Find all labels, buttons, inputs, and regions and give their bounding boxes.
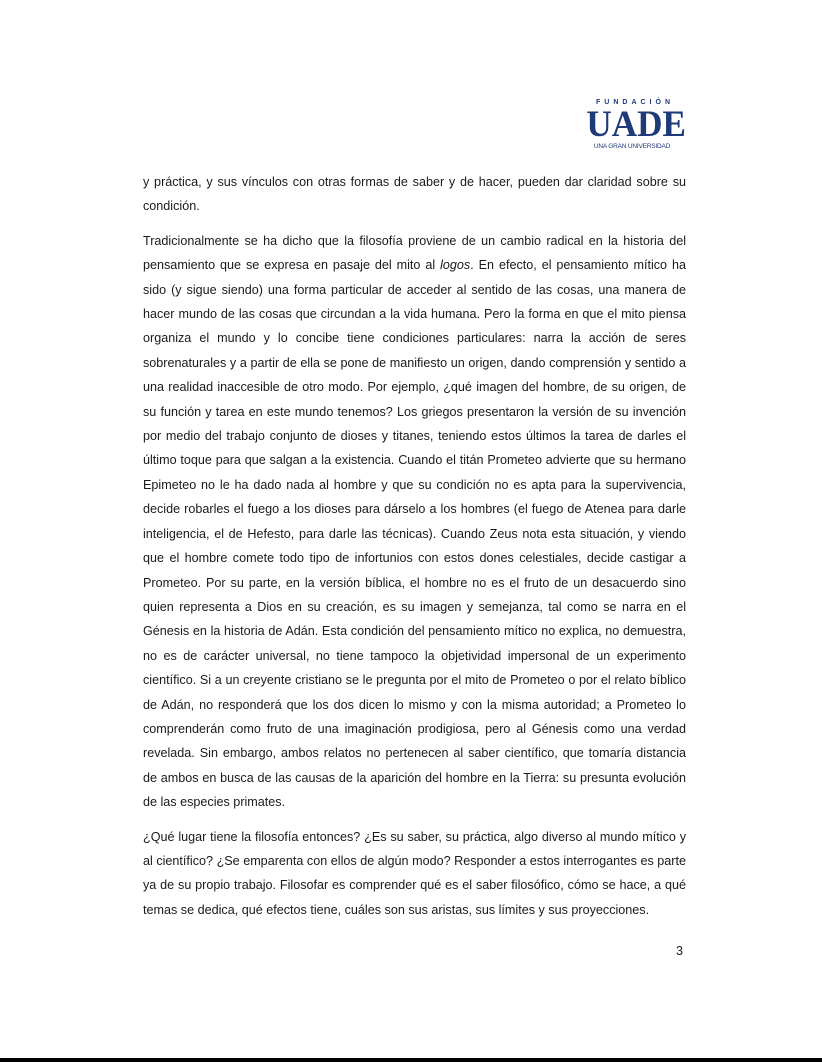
logo-tagline: UNA GRAN UNIVERSIDAD <box>593 143 671 150</box>
document-body <box>143 170 686 932</box>
logo-top-text: FUNDACIÓN <box>596 99 674 106</box>
paragraph-2-part-1: Tradicionalmente se ha dicho que la filosofía proviene de un cambio radical en la historia del pensamiento que se expresa en pasaje del mito al <box>143 233 686 273</box>
paragraph-2-part-2: . En efecto, el pensamiento mítico ha sido (y sigue siendo) una forma particular de acceder al sentido de las cosas, una manera de hacer mundo de las cosas que circundan a la vida humana. Pero la forma en que el mito piensa organiza el mundo y lo concibe tiene condiciones particulares: narra la acción de seres sobrenaturales y a partir de ella se pone de manifiesto un origen, dando comprensión y sentido a una realidad inaccesible de otro modo. Por ejemplo, ¿qué imagen del hombre, de su origen, de su función y tarea en este mundo tenemos? Los griegos presentaron la versión de su invención por medio del trabajo conjunto de dioses y titanes, teniendo estos últimos la tarea de darles el último toque para que salgan a la existencia. Cuando el titán Prometeo advierte que su hermano Epimeteo no le ha dado nada al hombre y que su condición no es apta para la supervivencia, decide robarles el fuego a los dioses para dárselo a los hombres (el fuego de Atenea para darle inteligencia, el de Hefesto, para darle las técnicas). Cuando Zeus nota esta situación, y viendo que el hombre comete todo tipo de infortunios con estos dones celestiales, decide castigar a Prometeo. Por su parte, en la versión bíblica, el hombre no es el fruto de un desacuerdo sino quien representa a Dios en su creación, es su imagen y semejanza, tal como se narra en el Génesis en la historia de Adán. Esta condición del pensamiento mítico no explica, no demuestra, no es de carácter universal, no tiene tampoco la objetividad impersonal de un experimento científico. Si a un creyente cristiano se le pregunta por el mito de Prometeo o por el relato bíblico de Adán, no responderá que los dos dicen lo mismo y con la misma autoridad; a Prometeo lo comprenderán como fruto de una imaginación prodigiosa, pero al Génesis como una verdad revelada. Sin embargo, ambos relatos no pertenecen al saber científico, que tomaría distancia de ambos en busca de las causas de la aparición del hombre en la Tierra: su presunta evolución de las especies primates. <box>143 258 686 810</box>
paragraph-2 <box>143 229 686 815</box>
logo-mark: UADE <box>586 104 687 145</box>
uade-logo <box>584 98 687 154</box>
paragraph-1: y práctica, y sus vínculos con otras formas de saber y de hacer, pueden dar claridad sobre su condición. <box>143 175 686 214</box>
page-bottom-edge <box>0 1058 822 1062</box>
page-number: 3 <box>676 944 684 958</box>
paragraph-2-italic-term: logos <box>440 258 471 273</box>
paragraph-3: ¿Qué lugar tiene la filosofía entonces? ¿Es su saber, su práctica, algo diverso al mundo mítico y al científico? ¿Se emparenta con ellos de algún modo? Responder a estos interrogantes es parte ya de su propio trabajo. Filosofar es comprender qué es el saber filosófico, cómo se hace, a qué temas se dedica, qué efectos tiene, cuáles son sus aristas, sus límites y sus proyecciones. <box>143 829 686 917</box>
